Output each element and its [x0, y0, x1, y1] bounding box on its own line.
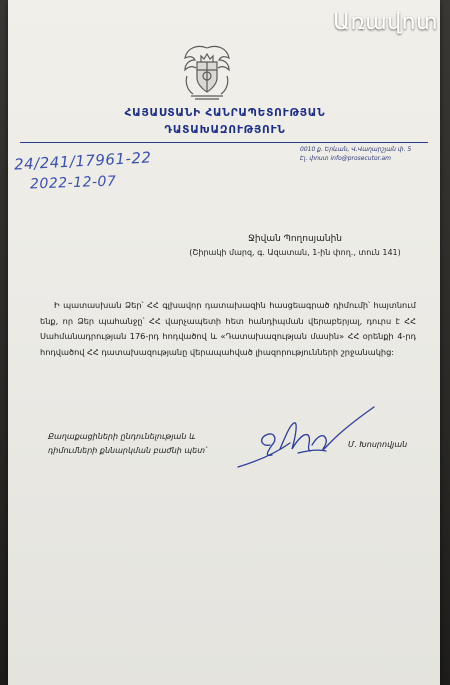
letterhead-address [300, 145, 430, 163]
armenia-coat-of-arms-icon [179, 42, 235, 102]
body-paragraph: Ի պատասխան Ձեր՝ ՀՀ գլխավոր դատախազին հասցեագրած դիմումի՝ հայտնում ենք, որ Ձեր պահանջը՝ ՀՀ վարչապետի հետ հանդիպման վերաբերյալ, դուրս է ՀՀ Սահմանադրության 176-րդ հոդվածով և «Դատախազության մասին» ՀՀ օրենքի 4-րդ հոդվածով ՀՀ դատախազությանը վերապահված լիազորությունների շրջանակից: [40, 300, 416, 357]
signatory-role-line: դիմումների քննարկման բաժնի պետ՝ [48, 446, 207, 455]
signatory-role-line: Քաղաքացիների ընդունելության և [48, 432, 196, 441]
recipient-name: Ջիվան Պողոսյանին [248, 234, 342, 244]
letter-body [40, 298, 416, 360]
watermark-logo: Առավոտ [333, 10, 438, 35]
address-line: 0010 ք. Երևան, Վ.Վաղարշյան փ. 5 [300, 146, 412, 153]
handwritten-reference-number: 24/241/17961-22 [13, 148, 152, 174]
signatory-role [48, 430, 258, 458]
letterhead-title-line2: ԴԱՏԱԽԱԶՈՒԹՅՈՒՆ [164, 124, 286, 136]
letterhead-title-line1: ՀԱՅԱՍՏԱՆԻ ՀԱՆՐԱՊԵՏՈՒԹՅԱՆ [124, 107, 326, 119]
signatory-name: Մ. Խոսրովյան [348, 440, 408, 449]
handwritten-date: 2022-12-07 [29, 173, 117, 193]
email-line: Էլ. փոստ info@prosecutor.am [300, 155, 391, 162]
recipient-address: (Շիրակի մարզ, գ. Ազատան, 1-ին փող., տուն 141) [189, 248, 401, 257]
letterhead-divider [20, 142, 428, 143]
